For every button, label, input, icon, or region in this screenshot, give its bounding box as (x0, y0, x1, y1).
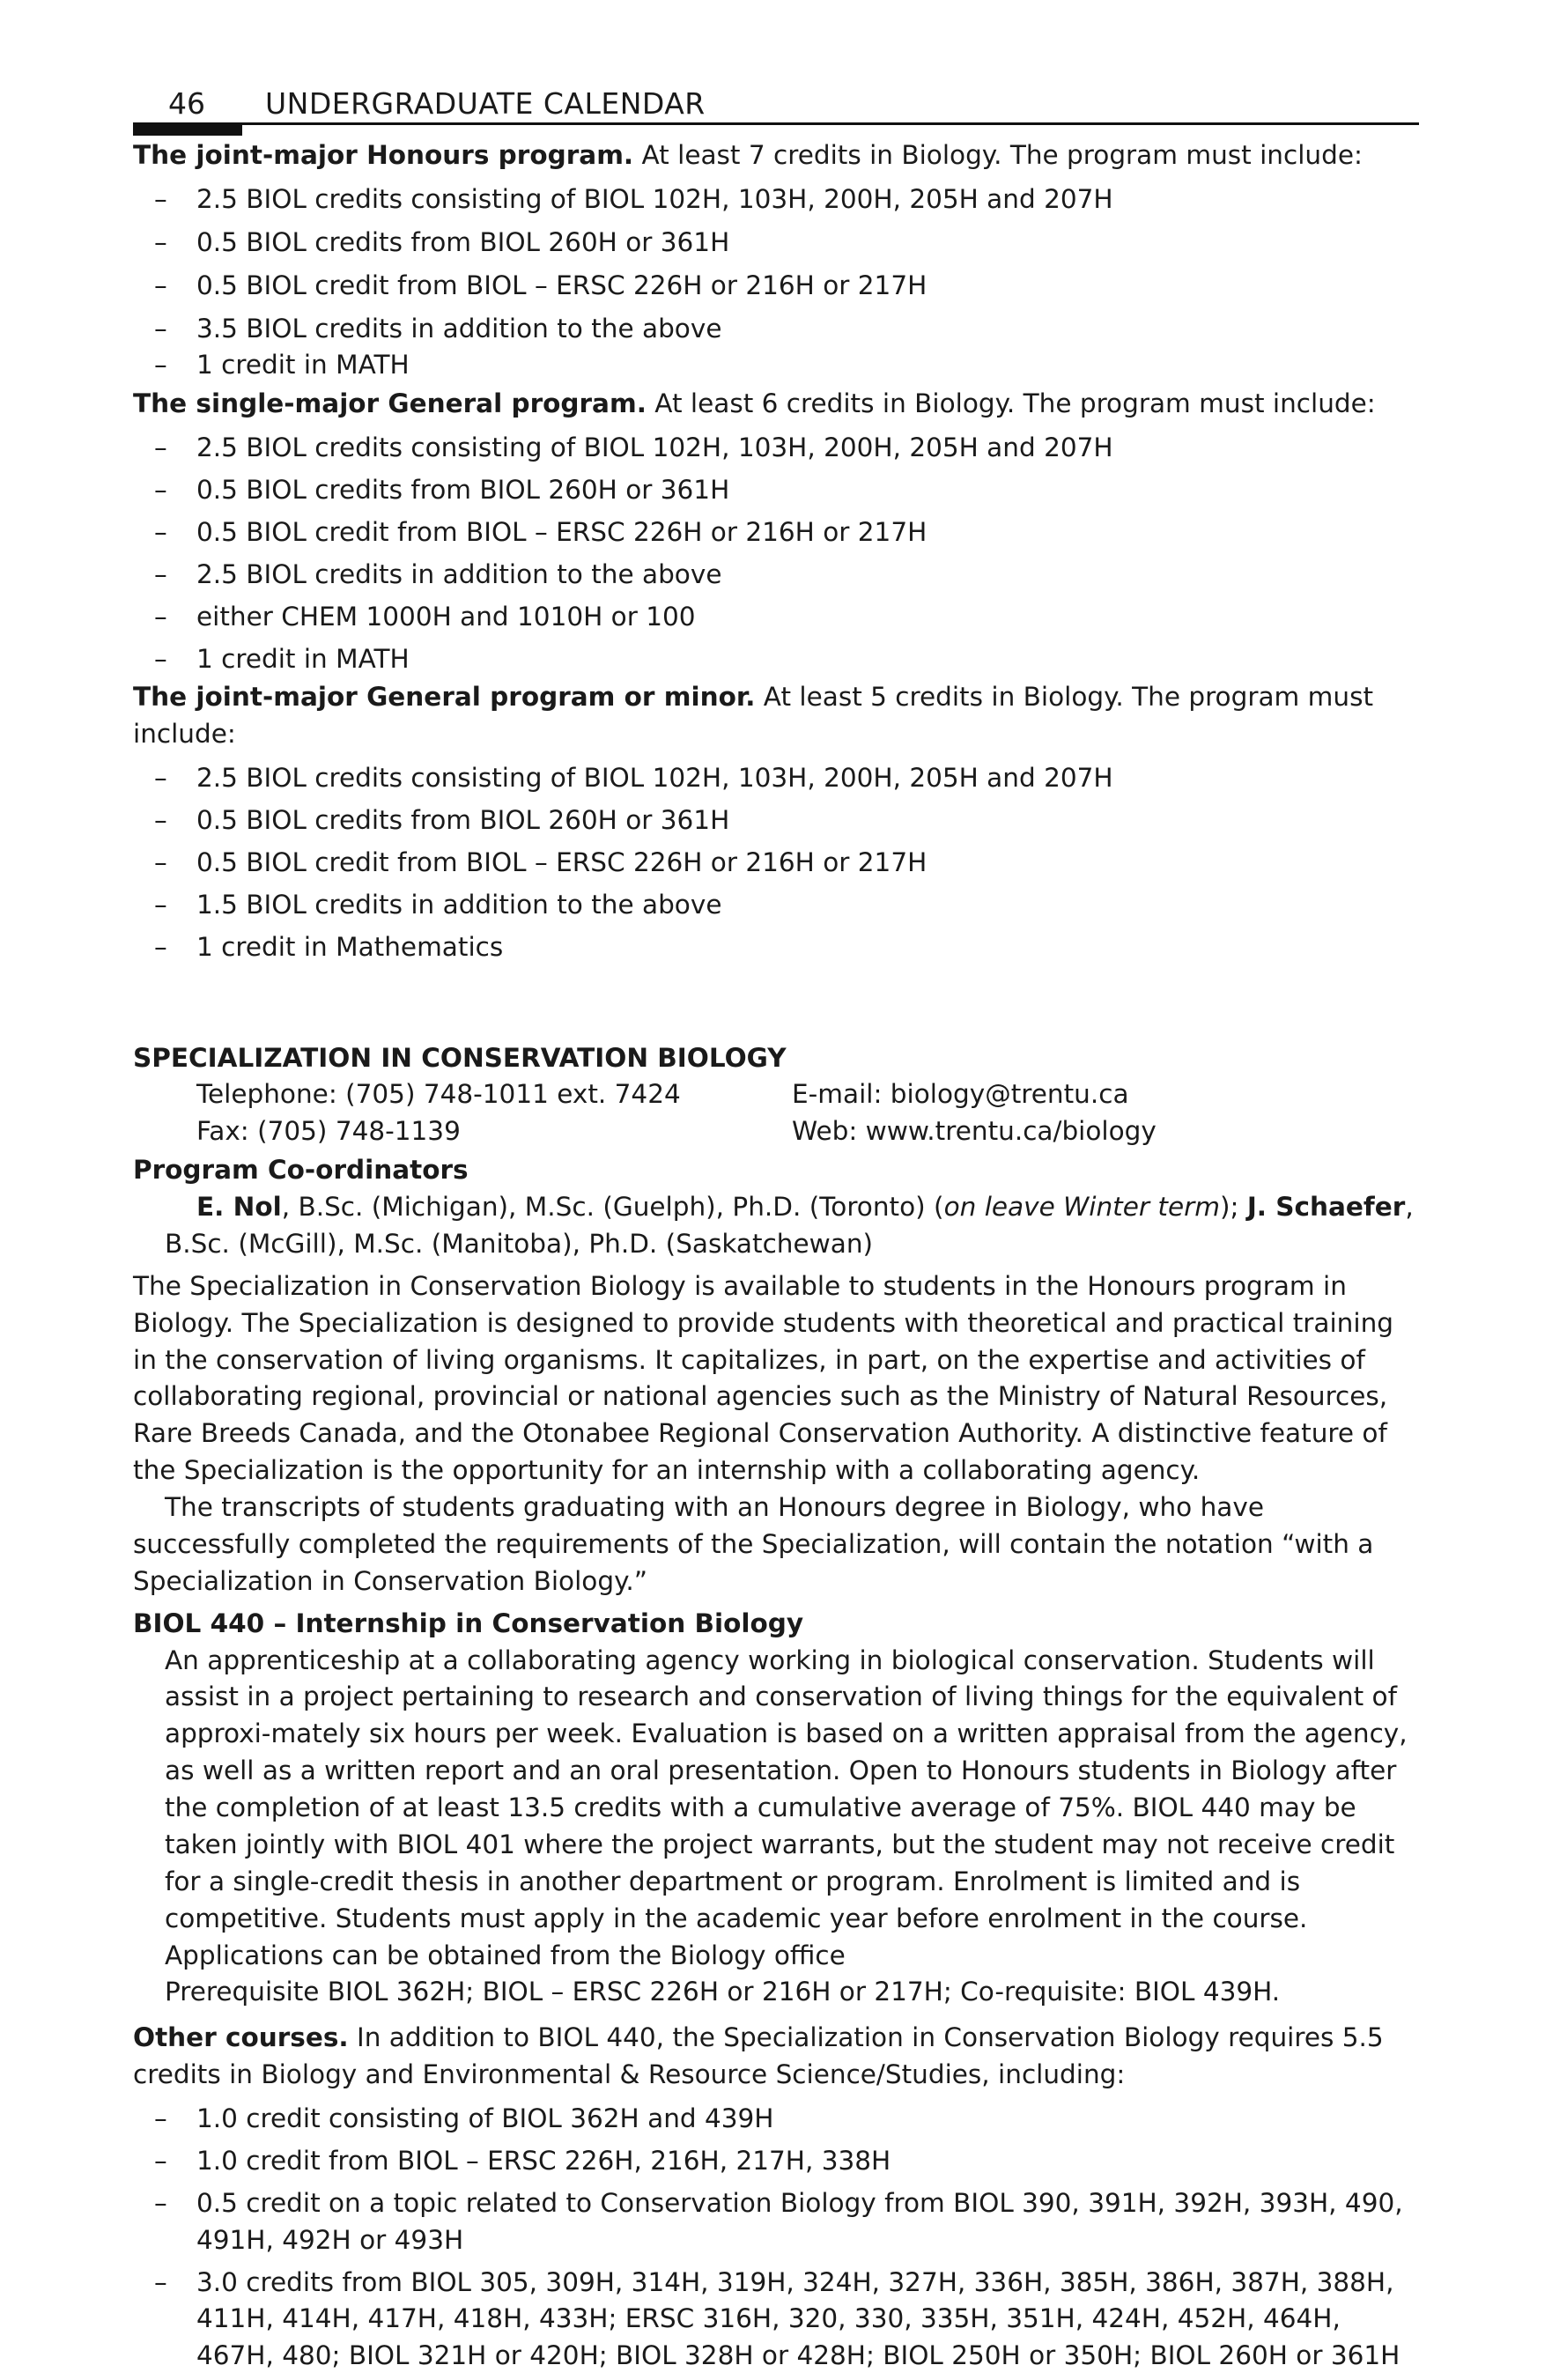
specialization-description: The Specialization in Conservation Biology is available to students in the Honours program in Biology. The Specialization is designed to provide students with theoretical and practical training in the conservation of living organisms. It capitalizes, in part, on the expertise and activities of collaborating regional, provincial or national agencies such as the Ministry of Natural Resources, Rare Breeds Canada, and the Otonabee Regional Conservation Authority. A distinctive feature of the Specialization is the opportunity for an internship with a collaborating agency. (133, 1270, 1393, 1486)
joint-general-heading (133, 679, 1419, 753)
other-courses-title: Other courses. (133, 2022, 349, 2053)
other-courses-heading (133, 2020, 1419, 2094)
list-item: – 2.5 BIOL credits consisting of BIOL 102H, 103H, 200H, 205H and 207H (133, 760, 1419, 797)
calendar-page (133, 74, 1419, 2380)
joint-honours-heading (133, 137, 1419, 174)
telephone: Telephone: (705) 748-1011 ext. 7424 (196, 1079, 681, 1110)
coordinator-credentials: , B.Sc. (Michigan), M.Sc. (Guelph), Ph.D. (Toronto) ( (281, 1192, 944, 1222)
contact-block (133, 1076, 1419, 1150)
coordinator-name: J. Schaefer (1246, 1192, 1406, 1222)
content (133, 137, 1419, 2375)
list-item: – 0.5 BIOL credit from BIOL – ERSC 226H or 216H or 217H (133, 514, 1419, 551)
course-prerequisite: Prerequisite BIOL 362H; BIOL – ERSC 226H or 216H or 217H; Co-requisite: BIOL 439H. (165, 1977, 1281, 2007)
list-item: – 2.5 BIOL credits consisting of BIOL 102H, 103H, 200H, 205H and 207H (133, 430, 1419, 467)
running-title: UNDERGRADUATE CALENDAR (265, 86, 706, 121)
web-address: Web: www.trentu.ca/biology (792, 1116, 1157, 1147)
joint-honours-intro: At least 7 credits in Biology. The program must include: (633, 140, 1363, 170)
list-item: – either CHEM 1000H and 1010H or 100 (133, 599, 1419, 636)
list-item: – 2.5 BIOL credits in addition to the above (133, 557, 1419, 594)
joint-general-title: The joint-major General program or minor. (133, 682, 756, 713)
list-item: – 0.5 BIOL credit from BIOL – ERSC 226H or 216H or 217H (133, 268, 1419, 305)
fax: Fax: (705) 748-1139 (196, 1116, 461, 1147)
header-tab-bar (133, 125, 242, 136)
other-courses-list (133, 2101, 1419, 2375)
list-item: – 1 credit in Mathematics (133, 929, 1419, 966)
list-item: – 3.0 credits from BIOL 305, 309H, 314H, 319H, 324H, 327H, 336H, 385H, 386H, 387H, 388H, 411H, 414H, 417H, 418H, 433H; ERSC 316H, 320, 330, 335H, 351H, 424H, 452H, 464H, 467H, 480; BIOL 321H or 420H; BIOL 328H or 428H; BIOL 250H or 350H; BIOL 260H or 361H (133, 2265, 1419, 2376)
coordinator-name: E. Nol (196, 1192, 282, 1222)
coordinator-separator: ); (1219, 1192, 1247, 1222)
other-courses-intro: In addition to BIOL 440, the Specialization in Conservation Biology requires 5.5 credits in Biology and Environmental & Resource Science/Studies, including: (133, 2022, 1384, 2090)
joint-general-list (133, 760, 1419, 965)
email: E-mail: biology@trentu.ca (792, 1079, 1129, 1110)
course-heading: BIOL 440 – Internship in Conservation Biology (133, 1608, 804, 1638)
list-item: – 1.0 credit consisting of BIOL 362H and 439H (133, 2101, 1419, 2138)
specialization-title: SPECIALIZATION IN CONSERVATION BIOLOGY (133, 1042, 787, 1073)
joint-honours-list (133, 181, 1419, 384)
course-description: An apprenticeship at a collaborating agency working in biological conservation. Students will assist in a project pertaining to research and conservation of living things for the equivalent of approxi-mately six hours per week. Evaluation is based on a written appraisal from the agency, as well as a written report and an oral presentation. Open to Honours students in Biology after the completion of at least 13.5 credits with a cumulative average of 75%. BIOL 440 may be taken jointly with BIOL 401 where the project warrants, but the student may not receive credit for a single-credit thesis in another department or program. Enrolment is limited and is competitive. Students must apply in the academic year before enrolment in the course. Applications can be obtained from the Biology office (165, 1645, 1408, 1970)
joint-general-intro: At least 5 credits in Biology. The program must include: (133, 682, 1374, 750)
coordinators-list (133, 1189, 1419, 1263)
single-general-heading (133, 386, 1419, 423)
single-general-list (133, 430, 1419, 677)
list-item: – 0.5 BIOL credit from BIOL – ERSC 226H or 216H or 217H (133, 845, 1419, 882)
header-rule (133, 122, 1419, 125)
list-item: – 1 credit in MATH (133, 347, 1419, 384)
list-item: – 1.5 BIOL credits in addition to the above (133, 887, 1419, 924)
coordinator-credentials: , B.Sc. (McGill), M.Sc. (Manitoba), Ph.D. (Saskatchewan) (165, 1192, 1414, 1259)
list-item: – 1 credit in MATH (133, 641, 1419, 678)
list-item: – 0.5 BIOL credits from BIOL 260H or 361H (133, 225, 1419, 262)
list-item: – 1.0 credit from BIOL – ERSC 226H, 216H, 217H, 338H (133, 2143, 1419, 2180)
list-item: – 3.5 BIOL credits in addition to the above (133, 311, 1419, 348)
coordinators-heading: Program Co-ordinators (133, 1155, 469, 1186)
joint-honours-title: The joint-major Honours program. (133, 140, 634, 170)
list-item: – 0.5 BIOL credits from BIOL 260H or 361H (133, 472, 1419, 509)
specialization-transcript-note: The transcripts of students graduating with an Honours degree in Biology, who have successfully completed the requirements of the Specialization, will contain the notation “with a Specialization in Conservation Biology.” (133, 1492, 1374, 1596)
list-item: – 0.5 credit on a topic related to Conservation Biology from BIOL 390, 391H, 392H, 393H, 490, 491H, 492H or 493H (133, 2185, 1419, 2259)
list-item: – 0.5 BIOL credits from BIOL 260H or 361H (133, 802, 1419, 839)
coordinator-note: on leave Winter term (943, 1192, 1220, 1222)
single-general-title: The single-major General program. (133, 388, 647, 419)
page-header (133, 74, 1419, 125)
single-general-intro: At least 6 credits in Biology. The program must include: (646, 388, 1376, 419)
list-item: – 2.5 BIOL credits consisting of BIOL 102H, 103H, 200H, 205H and 207H (133, 181, 1419, 218)
page-number: 46 (168, 86, 205, 121)
